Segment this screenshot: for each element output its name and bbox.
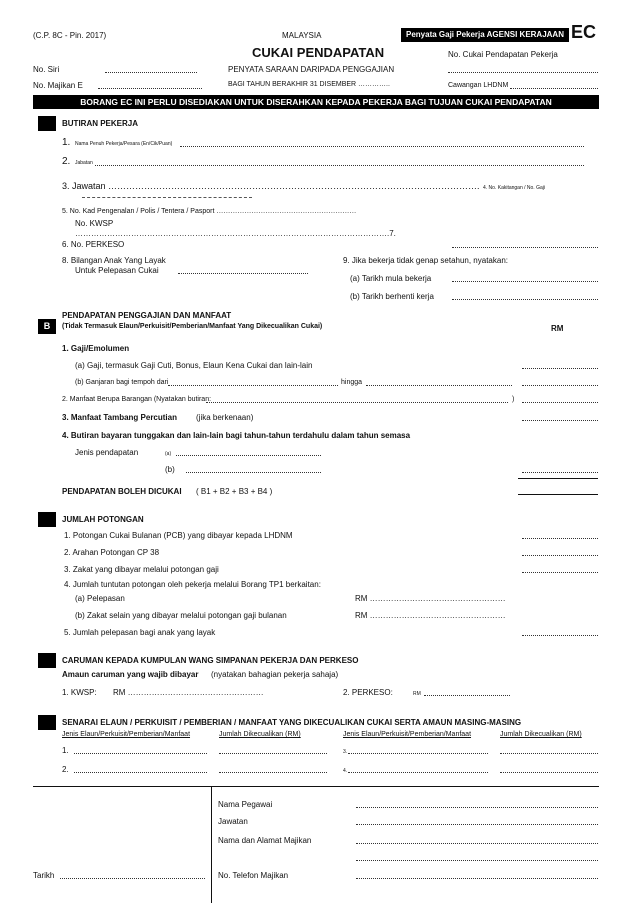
- no-perkeso-field[interactable]: [452, 247, 598, 248]
- perkeso-amount-field[interactable]: [424, 695, 510, 696]
- gaji-label: (a) Gaji, termasuk Gaji Cuti, Bonus, Elaun Kena Cukai dan lain-lain: [75, 361, 313, 370]
- col-jenis-1: Jenis Elaun/Perkuisit/Pemberian/Manfaat: [62, 731, 191, 738]
- manfaat-barangan-label: 2. Manfaat Berupa Barangan (Nyatakan butiran:: [62, 396, 212, 403]
- tarikh-field[interactable]: [60, 878, 205, 879]
- form-code: EC: [571, 22, 597, 42]
- tarikh-berhenti-field[interactable]: [452, 299, 598, 300]
- no-kakitangan-field[interactable]: [82, 197, 252, 198]
- elaun-row-3-jenis[interactable]: [348, 753, 488, 754]
- caruman-wajib-label: Amaun caruman yang wajib dibayar: [62, 670, 199, 679]
- nama-pekerja-label: Nama Penuh Pekerja/Pesara (En/Cik/Puan): [75, 141, 173, 147]
- footer-divider: [33, 786, 599, 787]
- page-subtitle: PENYATA SARAAN DARIPADA PENGGAJIAN: [228, 65, 395, 74]
- no-majikan-label: No. Majikan E: [33, 81, 83, 90]
- nama-pegawai-label: Nama Pegawai: [218, 800, 273, 809]
- nama-alamat-majikan-field-2[interactable]: [356, 860, 598, 861]
- agency-tag: Penyata Gaji Pekerja AGENSI KERAJAAN: [401, 28, 569, 42]
- jenis-pendapatan-b-label: (b): [165, 465, 175, 474]
- nama-alamat-majikan-field-1[interactable]: [356, 843, 598, 844]
- ganjaran-hingga-field[interactable]: [366, 385, 512, 386]
- cp38-label: 2. Arahan Potongan CP 38: [64, 548, 160, 557]
- elaun-row-3-jumlah[interactable]: [500, 753, 598, 754]
- no-cukai-pekerja-field[interactable]: [448, 72, 598, 73]
- pelepasan-cukai-label: Untuk Pelepasan Cukai: [75, 266, 159, 275]
- pendapatan-formula: ( B1 + B2 + B3 + B4 ): [196, 487, 273, 496]
- ganjaran-label: (b) Ganjaran bagi tempoh dari: [75, 379, 169, 386]
- perkeso-label: 2. PERKESO:: [343, 688, 393, 697]
- section-d-marker: [38, 653, 56, 668]
- zakat-label: 3. Zakat yang dibayar melalui potongan gaji: [64, 565, 219, 574]
- manfaat-barangan-close: ): [512, 396, 515, 403]
- jawatan-pegawai-label: Jawatan: [218, 817, 248, 826]
- no-majikan-field[interactable]: [98, 88, 202, 89]
- jenis-pendapatan-a-label: (a): [165, 451, 172, 457]
- form-reference: (C.P. 8C - Pin. 2017): [33, 31, 107, 40]
- section-d-title: CARUMAN KEPADA KUMPULAN WANG SIMPANAN PEKERJA DAN PERKESO: [62, 656, 359, 665]
- kwsp-amount-field[interactable]: RM ……………………………………………: [113, 688, 264, 697]
- kwsp-label: 1. KWSP:: [62, 688, 97, 697]
- jabatan-label: Jabatan: [75, 160, 93, 166]
- no-telefon-majikan-field[interactable]: [356, 878, 598, 879]
- cp38-amount-field[interactable]: [522, 555, 598, 556]
- col-jumlah-2: Jumlah Dikecualikan (RM): [500, 731, 582, 738]
- gaji-emolumen-label: 1. Gaji/Emolumen: [62, 344, 130, 353]
- section-b-marker: B: [38, 319, 56, 334]
- jenis-pendapatan-a-field[interactable]: [176, 455, 321, 456]
- zakat-lain-amount-field[interactable]: RM ……………………………………………: [355, 611, 506, 620]
- tunggakan-label: 4. Butiran bayaran tunggakan dan lain-lain bagi tahun-tahun terdahulu dalam tahun semasa: [62, 431, 411, 440]
- no-kad-pengenalan-field[interactable]: 5. No. Kad Pengenalan / Polis / Tentera / Pasport ……………………………………………………: [62, 208, 357, 215]
- jenis-pendapatan-label: Jenis pendapatan: [75, 448, 139, 457]
- elaun-row-2-jumlah[interactable]: [219, 772, 327, 773]
- section-c-marker: [38, 512, 56, 527]
- ganjaran-dari-field[interactable]: [168, 385, 338, 386]
- cawangan-label: Cawangan LHDNM: [448, 82, 509, 89]
- tarikh-label: Tarikh: [33, 871, 55, 880]
- manfaat-barangan-amount-field[interactable]: [522, 402, 598, 403]
- tarikh-berhenti-label: (b) Tarikh berhenti kerja: [350, 292, 434, 301]
- pelepasan-amount-field[interactable]: RM ……………………………………………: [355, 594, 506, 603]
- elaun-row-2-number: 2.: [62, 765, 69, 774]
- pelepasan-label: (a) Pelepasan: [75, 594, 125, 603]
- tarikh-mula-field[interactable]: [452, 281, 598, 282]
- no-kwsp-field[interactable]: ……………………………………………………………………………………………………….7.: [75, 229, 396, 238]
- elaun-row-1-jenis[interactable]: [74, 753, 207, 754]
- no-kwsp-label: No. KWSP: [75, 219, 114, 228]
- section-a-marker: [38, 116, 56, 131]
- elaun-row-1-jumlah[interactable]: [219, 753, 327, 754]
- no-kakitangan-label: 4. No. Kakitangan / No. Gaji: [483, 185, 545, 191]
- manfaat-barangan-field[interactable]: [206, 402, 508, 403]
- no-siri-field[interactable]: [105, 72, 197, 73]
- no-perkeso-label: 6. No. PERKESO: [62, 240, 125, 249]
- pcb-amount-field[interactable]: [522, 538, 598, 539]
- page-title: CUKAI PENDAPATAN: [252, 45, 385, 60]
- elaun-row-4-number: 4.: [343, 768, 348, 774]
- pendapatan-boleh-dicukai-field[interactable]: [518, 494, 598, 495]
- total-line-top: [518, 478, 598, 479]
- footer-vertical-divider: [211, 786, 212, 903]
- gaji-amount-field[interactable]: [522, 368, 598, 369]
- col-jenis-2: Jenis Elaun/Perkuisit/Pemberian/Manfaat: [343, 731, 472, 738]
- pelepasan-anak-label: 5. Jumlah pelepasan bagi anak yang layak: [64, 628, 216, 637]
- jenis-pendapatan-b-field[interactable]: [186, 472, 321, 473]
- rm-column-header: RM: [551, 324, 564, 333]
- section-b-subtitle: (Tidak Termasuk Elaun/Perkuisit/Pemberian/Manfaat Yang Dikecualikan Cukai): [62, 323, 323, 330]
- section-b-title: PENDAPATAN PENGGAJIAN DAN MANFAAT: [62, 311, 232, 320]
- tambang-percutian-amount-field[interactable]: [522, 420, 598, 421]
- elaun-row-4-jumlah[interactable]: [500, 772, 598, 773]
- ganjaran-amount-field[interactable]: [522, 385, 598, 386]
- pcb-label: 1. Potongan Cukai Bulanan (PCB) yang dibayar kepada LHDNM: [64, 531, 293, 540]
- jabatan-field[interactable]: [95, 165, 584, 166]
- instruction-banner: BORANG EC INI PERLU DISEDIAKAN UNTUK DISERAHKAN KEPADA PEKERJA BAGI TUJUAN CUKAI PENDAPATAN: [33, 95, 599, 109]
- section-a-title: BUTIRAN PEKERJA: [62, 119, 139, 128]
- field-1-number: 1.: [62, 137, 71, 148]
- section-e-title: SENARAI ELAUN / PERKUISIT / PEMBERIAN / MANFAAT YANG DIKECUALIKAN CUKAI SERTA AMAUN MASING-MASING: [62, 718, 522, 727]
- no-siri-label: No. Siri: [33, 65, 60, 74]
- no-cukai-pekerja-label: No. Cukai Pendapatan Pekerja: [448, 50, 558, 59]
- pelepasan-anak-amount-field[interactable]: [522, 635, 598, 636]
- nama-pegawai-field[interactable]: [356, 807, 598, 808]
- tambang-percutian-label: 3. Manfaat Tambang Percutian: [62, 413, 177, 422]
- tunggakan-amount-field[interactable]: [522, 472, 598, 473]
- tarikh-mula-label: (a) Tarikh mula bekerja: [350, 274, 432, 283]
- nama-alamat-majikan-label: Nama dan Alamat Majikan: [218, 836, 312, 845]
- col-jumlah-1: Jumlah Dikecualikan (RM): [219, 731, 301, 738]
- perkeso-rm-label: RM: [413, 691, 421, 697]
- bilangan-anak-label: 8. Bilangan Anak Yang Layak: [62, 256, 166, 265]
- nama-pekerja-field[interactable]: [180, 146, 584, 147]
- section-c-title: JUMLAH POTONGAN: [62, 515, 144, 524]
- zakat-lain-label: (b) Zakat selain yang dibayar melalui potongan gaji bulanan: [75, 611, 287, 620]
- caruman-wajib-note: (nyatakan bahagian pekerja sahaja): [211, 670, 339, 679]
- elaun-row-1-number: 1.: [62, 746, 69, 755]
- tambang-percutian-note: (jika berkenaan): [196, 413, 254, 422]
- elaun-row-2-jenis[interactable]: [74, 772, 207, 773]
- cawangan-field[interactable]: [510, 88, 598, 89]
- bilangan-anak-field[interactable]: [178, 273, 308, 274]
- field-2-number: 2.: [62, 156, 71, 167]
- jawatan-pegawai-field[interactable]: [356, 824, 598, 825]
- elaun-row-4-jenis[interactable]: [348, 772, 488, 773]
- tp1-label: 4. Jumlah tuntutan potongan oleh pekerja melalui Borang TP1 berkaitan:: [64, 580, 321, 589]
- elaun-row-3-number: 3.: [343, 749, 348, 755]
- tidak-genap-setahun-label: 9. Jika bekerja tidak genap setahun, nyatakan:: [343, 256, 508, 265]
- section-e-marker: [38, 715, 56, 730]
- country-label: MALAYSIA: [282, 31, 322, 40]
- zakat-amount-field[interactable]: [522, 572, 598, 573]
- hingga-label: hingga: [341, 379, 363, 386]
- year-line: BAGI TAHUN BERAKHIR 31 DISEMBER …………..: [228, 81, 390, 88]
- jawatan-field[interactable]: 3. Jawatan …………………………………………………………………………………………………………….: [62, 181, 480, 191]
- pendapatan-boleh-dicukai-label: PENDAPATAN BOLEH DICUKAI: [62, 487, 182, 496]
- no-telefon-majikan-label: No. Telefon Majikan: [218, 871, 289, 880]
